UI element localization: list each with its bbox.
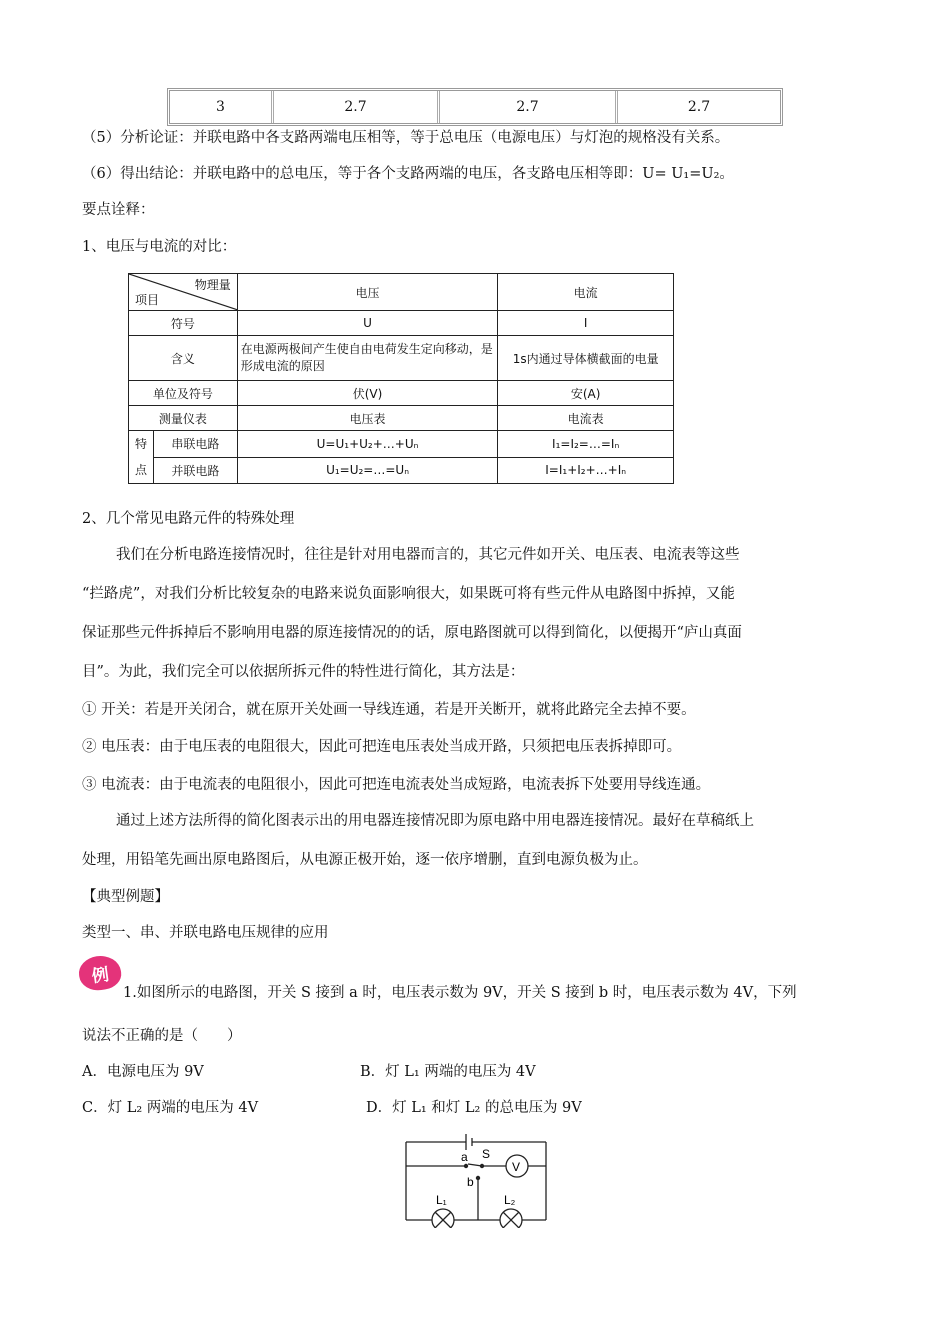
type1-heading: 类型一、串、并联电路电压规律的应用 <box>82 925 329 941</box>
current-cell: I=I₁+I₂+…+Iₙ <box>498 457 674 484</box>
examples-heading: 【典型例题】 <box>82 889 169 905</box>
voltage-cell: U <box>237 311 498 336</box>
feature-label-cell <box>129 431 154 484</box>
voltage-cell: U₁=U₂=…=Uₙ <box>237 457 498 484</box>
voltage-cell: 电压表 <box>237 406 498 431</box>
paragraph-line: 目”。为此，我们完全可以依据所拆元件的特性进行简化，其方法是： <box>82 664 525 680</box>
row-label: 含义 <box>129 336 238 381</box>
method-item-switch: ① 开关：若是开关闭合，就在原开关处画一导线连通，若是开关断开，就将此路完全去掉不要。 <box>82 702 696 718</box>
question-line: 说法不正确的是（ ） <box>82 1028 242 1044</box>
option-c: C．灯 L₂ 两端的电压为 4V <box>82 1100 259 1116</box>
current-cell: 1s内通过导体横截面的电量 <box>498 336 674 381</box>
switch-pivot <box>480 1164 484 1168</box>
section2-heading: 2、几个常见电路元件的特殊处理 <box>82 511 295 527</box>
paragraph-line: 保证那些元件拆掉后不影响用电器的原连接情况的的话，原电路图就可以得到简化，以便揭开“庐山真面 <box>82 625 742 641</box>
key-points-heading: 要点诠释： <box>82 202 155 218</box>
label-l2: L₂ <box>504 1193 516 1207</box>
voltage-cell: 伏(V) <box>237 381 498 406</box>
voltage-cell: 在电源两极间产生使自由电荷发生定向移动，是形成电流的原因 <box>237 336 498 381</box>
label-l1: L₁ <box>436 1193 447 1207</box>
current-cell: I₁=I₂=…=Iₙ <box>498 431 674 458</box>
example-badge: 例 <box>77 953 123 993</box>
method-item-ammeter: ③ 电流表：由于电流表的电阻很小，因此可把连电流表处当成短路，电流表拆下处要用导线连通。 <box>82 777 711 793</box>
option-b: B．灯 L₁ 两端的电压为 4V <box>360 1064 536 1080</box>
current-cell: 电流表 <box>498 406 674 431</box>
terminal-b <box>476 1176 480 1180</box>
row-label: 符号 <box>129 311 238 336</box>
circuit-diagram <box>398 1128 554 1228</box>
option-a: A．电源电压为 9V <box>82 1064 204 1080</box>
label-s: S <box>482 1147 491 1161</box>
current-cell: I <box>498 311 674 336</box>
column-header-current: 电流 <box>498 274 674 311</box>
row-label: 并联电路 <box>153 457 237 484</box>
voltage-cell: U=U₁+U₂+…+Uₙ <box>237 431 498 458</box>
step6-text: （6）得出结论：并联电路中的总电压，等于各个支路两端的电压，各支路电压相等即：U= U₁=U₂。 <box>82 166 734 182</box>
row-label: 单位及符号 <box>129 381 238 406</box>
label-v: V <box>512 1160 521 1174</box>
section1-heading: 1、电压与电流的对比： <box>82 239 237 255</box>
row-label: 串联电路 <box>153 431 237 458</box>
label-b: b <box>467 1175 474 1189</box>
paragraph-line: 通过上述方法所得的简化图表示出的用电器连接情况即为原电路中用电器连接情况。最好在草稿纸上 <box>116 813 754 829</box>
terminal-a <box>464 1164 468 1168</box>
header-item-label: 项目 <box>135 293 160 307</box>
feature-label-char: 点 <box>134 463 147 477</box>
method-item-voltmeter: ② 电压表：由于电压表的电阻很大，因此可把连电压表处当成开路，只须把电压表拆掉即可。 <box>82 739 682 755</box>
column-header-voltage: 电压 <box>237 274 498 311</box>
paragraph-line: “拦路虎”，对我们分析比较复杂的电路来说负面影响很大，如果既可将有些元件从电路图中拆掉，又能 <box>82 586 735 602</box>
table-cell: 2.7 <box>440 91 618 123</box>
label-a: a <box>461 1150 468 1164</box>
feature-label-char: 特 <box>134 437 147 451</box>
voltage-current-comparison-table <box>128 273 674 484</box>
table-cell: 2.7 <box>687 99 711 115</box>
table-cell: 3 <box>170 91 274 123</box>
current-cell: 安(A) <box>498 381 674 406</box>
question-line: 1.如图所示的电路图，开关 S 接到 a 时，电压表示数为 9V，开关 S 接到 b 时，电压表示数为 4V，下列 <box>123 985 797 1001</box>
step5-text: （5）分析论证：并联电路中各支路两端电压相等，等于总电压（电源电压）与灯泡的规格没有关系。 <box>82 130 730 146</box>
paragraph-line: 我们在分析电路连接情况时，往往是针对用电器而言的，其它元件如开关、电压表、电流表等这些 <box>116 547 740 563</box>
paragraph-line: 处理，用铅笔先画出原电路图后，从电源正极开始，逐一依序增删，直到电源负极为止。 <box>82 852 648 868</box>
data-table-row <box>167 88 783 126</box>
row-label: 测量仪表 <box>129 406 238 431</box>
option-d: D．灯 L₁ 和灯 L₂ 的总电压为 9V <box>366 1100 582 1116</box>
table-cell: 2.7 <box>274 91 440 123</box>
diagonal-header-cell <box>129 274 238 311</box>
header-quantity-label: 物理量 <box>194 278 231 292</box>
